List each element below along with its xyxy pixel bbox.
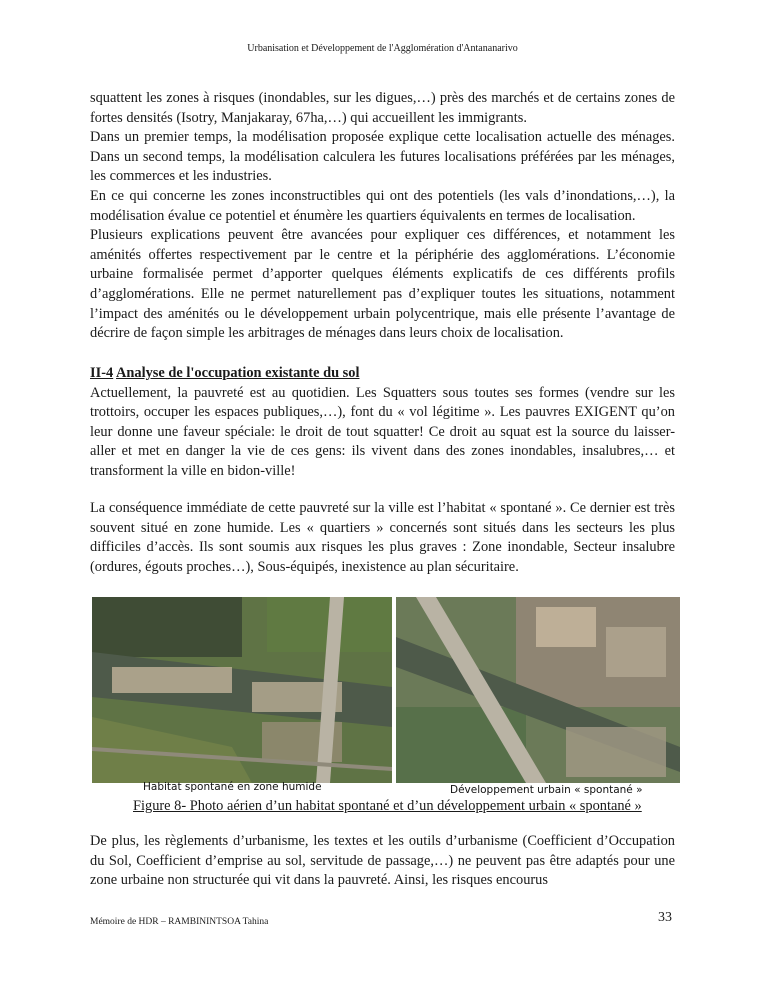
paragraph: Dans un premier temps, la modélisation proposée explique cette localisation actuelle des ménages. Dans un second temps, la modélisation calculera les futures localisations préférées par les ménages, les commerces et les industries. [90,129,675,185]
aerial-photo-right-graphic [396,597,680,783]
paragraph: De plus, les règlements d’urbanisme, les textes et les outils d’urbanisme (Coefficient d’Occupation du Sol, Coefficient d’emprise au sol, servitude de passage,…) ne peuvent pas être adaptés pour une zone urbaine non structurée qui vit dans la pauvreté. Ainsi, les risques encourus [90,833,675,889]
text-block-closing [90,832,675,891]
page-number: 33 [658,910,672,925]
photo-label-right: Développement urbain « spontané » [450,784,643,796]
aerial-photo-left-graphic [92,597,392,783]
section-number: II-4 [90,365,114,381]
paragraph: Actuellement, la pauvreté est au quotidien. Les Squatters sous toutes ses formes (vendre sur les trottoirs, occuper les espaces publiques,…), font du « vol légitime ». Les pauvres EXIGENT qu’on leur donne une faveur spéciale: le droit de tout squatter! Ce droit au squat est la source du laisser-aller et met en danger la vie de ces gens: ils vivent dans des zones inondables, insalubres,… et transforment la ville en bidon-ville! [90,384,675,479]
paragraph: En ce qui concerne les zones inconstructibles qui ont des potentiels (les vals d’inondations,…), la modélisation évalue ce potentiel et énumère les quartiers équivalents en termes de localisation. [90,187,675,224]
section-title: Analyse de l'occupation existante du sol [116,365,360,381]
photo-label-left: Habitat spontané en zone humide [143,781,322,793]
text-block [90,499,675,577]
paragraph: squattent les zones à risques (inondables, sur les digues,…) près des marchés et de certains zones de fortes densités (Isotry, Manjakaray, 67ha,…) qui accueillent les immigrants. [90,90,675,126]
aerial-photo-wetland [92,597,392,783]
section-heading [90,364,675,384]
paragraph: Plusieurs explications peuvent être avancées pour expliquer ces différences, et notamment les aménités offertes respectivement par le centre et la périphérie des agglomérations. L’économie urbaine formalisée permet d’apporter quelques éléments explicatifs de ces différents profils d’agglomérations. Elle ne permet naturellement pas d’expliquer toutes les situations, notamment l’impact des aménités ou le développement urbain polycentrique, mais elle présente l’avantage de décrire de façon simple les arbitrages de ménages dans leurs choix de localisation. [90,227,675,342]
section-block [90,364,675,482]
text-block-intro [90,89,675,344]
paragraph: La conséquence immédiate de cette pauvreté sur la ville est l’habitat « spontané ». Ce dernier est très souvent situé en zone humide. Les « quartiers » concernés sont situés dans les secteurs les plus difficiles d’accès. Ils sont soumis aux risques les plus graves : Zone inondable, Secteur insalubre (ordures, égouts proches…), Sous-équipés, inexistence au plan sécuritaire. [90,500,675,575]
running-header: Urbanisation et Développement de l'Agglomération d'Antananarivo [247,43,518,54]
figure-caption: Figure 8- Photo aérien d’un habitat spontané et d’un développement urbain « spontané » [133,798,642,814]
aerial-photo-urban [396,597,680,783]
footer-author: Mémoire de HDR – RAMBININTSOA Tahina [90,917,269,927]
